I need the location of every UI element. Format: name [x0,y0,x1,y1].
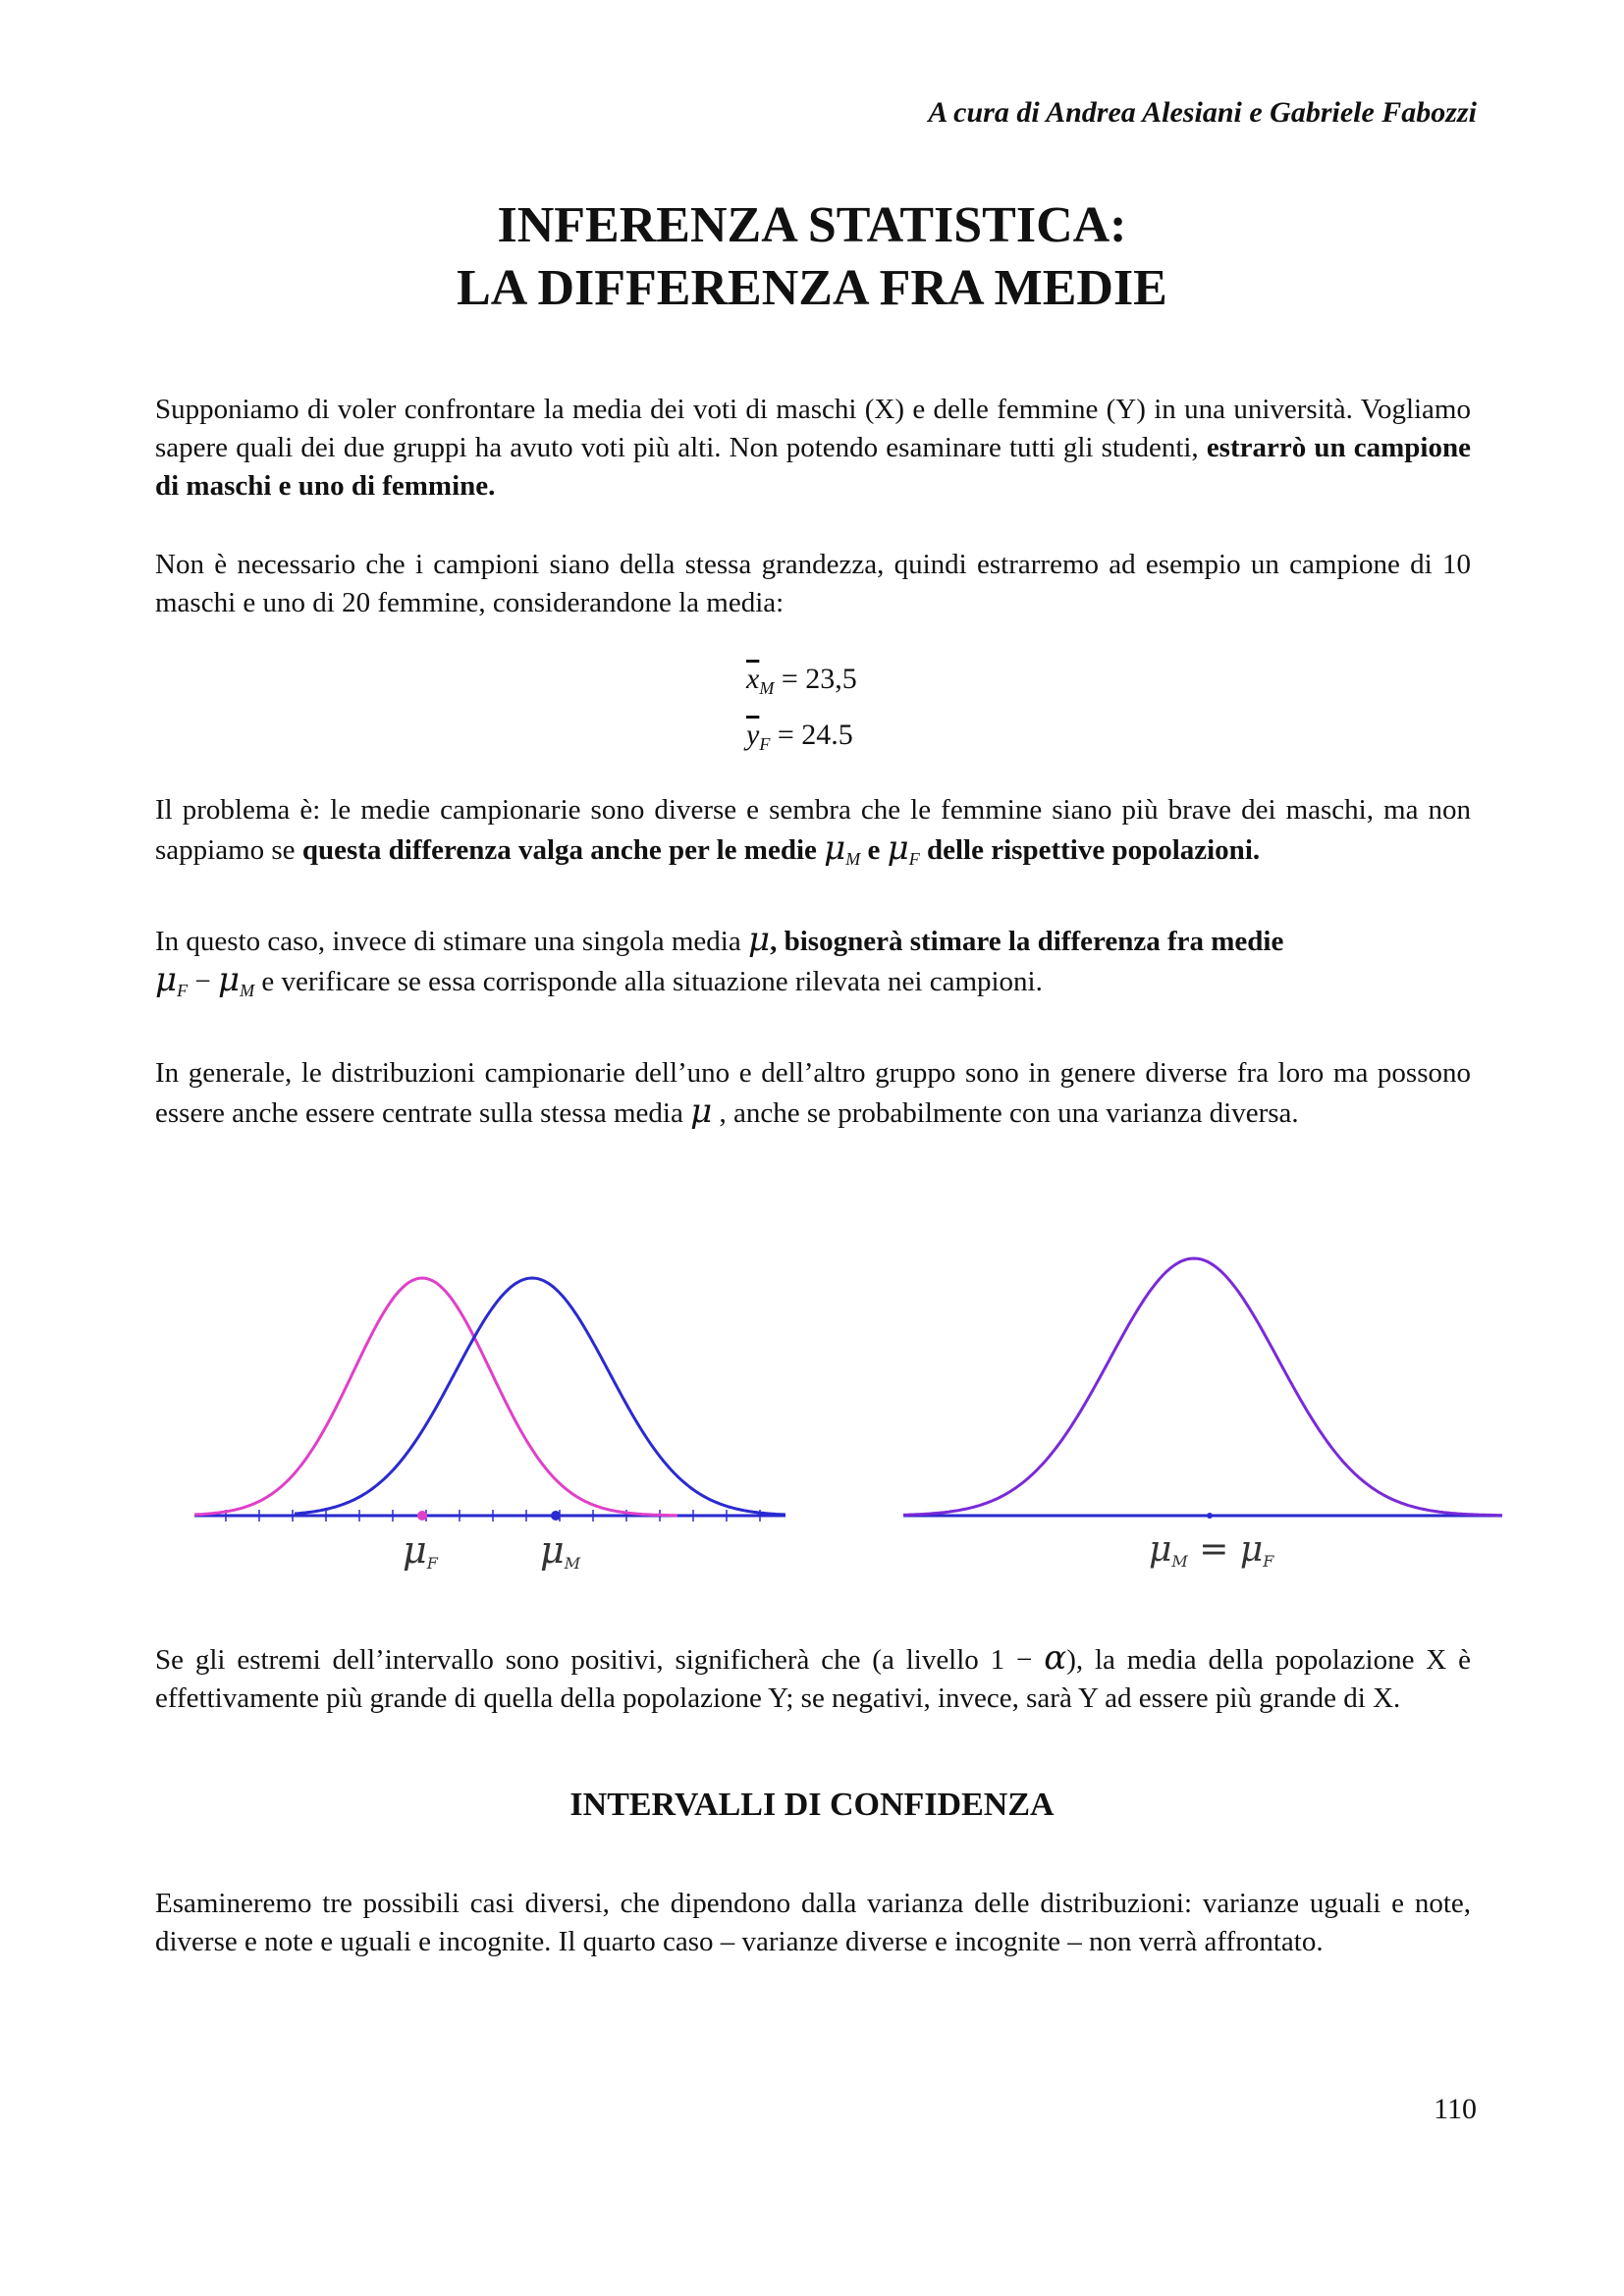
mu-f-sub: F [908,849,920,869]
header-credit: A cura di Andrea Alesiani e Gabriele Fabozzi [928,96,1477,129]
mu-m-point [551,1511,561,1521]
paragraph-intro-text: Supponiamo di voler confrontare la media dei voti di maschi (X) e delle femmine (Y) in una università. Vogliamo sapere quali dei due gruppi ha avuto voti più alti. Non potendo esaminare tutti gli studenti, [155,394,1471,463]
mu-common-point [1207,1513,1213,1519]
mu-m-sub: M [845,849,861,869]
difference-text-2: e verificare se essa corrisponde alla situazione rilevata nei campioni. [254,966,1043,997]
interval-text-2: ), la media della popolazione X è effettivamente più grande di quella della popolazione Y; se negativi, invece, sarà Y ad essere più grande di X. [155,1644,1471,1714]
mu-symbol: μ [748,920,771,959]
mu-m-symbol: μ [824,828,846,868]
normal-distributions-figure [0,1217,1624,1610]
difference-text-1: In questo caso, invece di stimare una singola media [155,926,748,957]
page-title [0,194,1624,320]
xm-sub: M [759,678,775,698]
yf-var: $\overline{y}$ [746,719,760,751]
paragraph-difference [155,921,1471,1010]
male-distribution-curve [295,1278,785,1515]
equation-male-mean [746,656,857,712]
equation-female-mean [746,712,857,768]
mu-f-point [417,1511,427,1521]
paragraph-intro-bold: estrarrò un campione di maschi e uno di femmine. [155,432,1471,502]
mu-f-diff: μ [155,960,178,999]
mu-f-diff-sub: F [177,981,189,1000]
yf-value: = 24.5 [770,719,853,751]
xm-value: = 23,5 [774,663,857,695]
mu-f-symbol: μ [887,828,909,868]
problem-bold-1: questa differenza valga anche per le medie [301,834,825,866]
section-title-confidence-intervals: INTERVALLI DI CONFIDENZA [569,1787,1055,1823]
alpha-symbol: α [1044,1638,1067,1678]
yf-sub: F [759,734,771,754]
left-label-mu-f: μF [403,1528,438,1573]
problem-bold-2: delle rispettive popolazioni. [919,834,1261,866]
page-number: 110 [1434,2093,1477,2125]
female-distribution-curve [194,1278,677,1516]
distributions-text-1: In generale, le distribuzioni campionarie dell’uno e dell’altro gruppo sono in genere diverse fra loro ma possono essere anche essere centrate sulla stessa media [155,1057,1471,1129]
right-label-mu-equal: μM = μF [1149,1529,1274,1571]
paragraph-intro [155,391,1471,506]
xm-var: $\overline{x}$ [746,663,760,695]
mu-m-diff: μ [217,960,241,999]
mu-common: μ [690,1092,713,1131]
minus-sign: − [188,966,218,997]
interval-text-1: Se gli estremi dell’intervallo sono positivi, significherà che (a livello [155,1644,991,1676]
distributions-text-2: , anche se probabilmente con una varianza diversa. [712,1097,1299,1129]
level-text: 1 − [990,1644,1045,1676]
paragraph-three-cases: Esamineremo tre possibili casi diversi, che dipendono dalla varianza delle distribuzioni: varianze uguali e note, diverse e note e uguali e incognite. Il quarto caso – varianze diverse e incognite – non verrà affrontato. [155,1888,1471,1957]
mu-m-diff-sub: M [240,981,255,1000]
paragraph-samples: Non è necessario che i campioni siano della stessa grandezza, quindi estrarremo ad esempio un campione di 10 maschi e uno di 20 femmine, considerandone la media: [155,549,1471,618]
title-line-1: INFERENZA STATISTICA: [497,197,1127,253]
difference-bold: , bisognerà stimare la differenza fra medie [770,926,1284,957]
equal-means-distribution-curve [903,1258,1502,1516]
left-label-mu-m: μM [540,1528,581,1573]
paragraph-problem [155,791,1471,879]
problem-text: Il problema è: le medie campionarie sono diverse e sembra che le femmine siano più brave dei maschi, ma non sappiamo se [155,794,1471,866]
paragraph-distributions [155,1054,1471,1133]
title-line-2: LA DIFFERENZA FRA MEDIE [457,260,1167,316]
paragraph-interval-sign [155,1639,1471,1718]
problem-and: e [860,834,888,866]
sample-means-equations [746,656,857,768]
